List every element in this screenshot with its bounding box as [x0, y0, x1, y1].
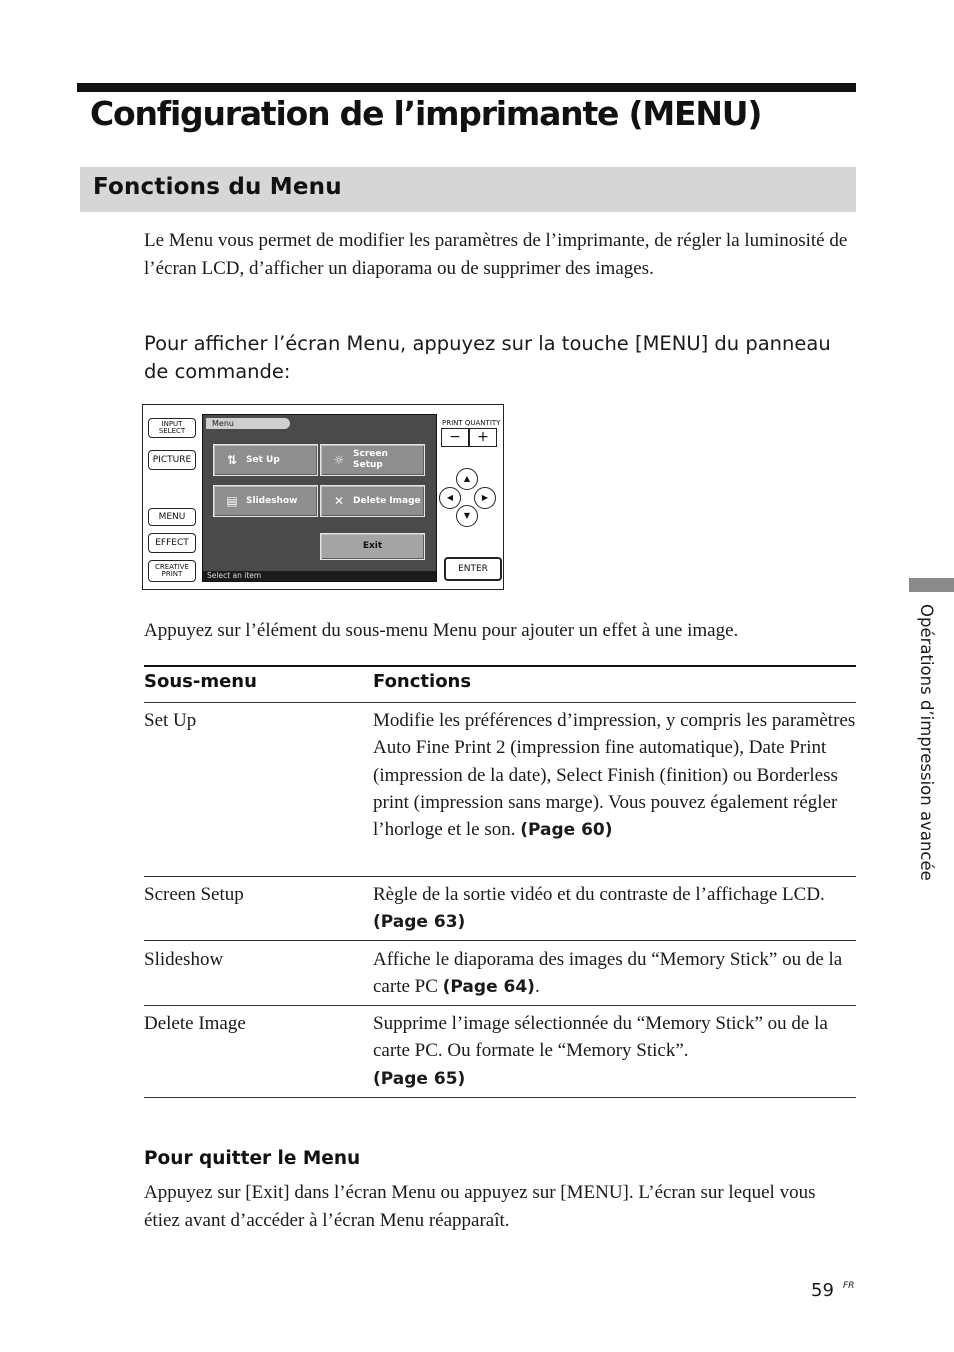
lcd-menu-tab: Menu [206, 418, 290, 429]
row-screen-setup-text: Règle de la sortie vidéo et du contraste de l’affichage LCD. [373, 884, 825, 905]
quit-menu-heading: Pour quitter le Menu [144, 1148, 361, 1169]
arrow-left-button[interactable]: ◀ [439, 487, 461, 509]
lcd-delete-image-label: Delete Image [353, 495, 421, 506]
arrow-right-button[interactable]: ▶ [474, 487, 496, 509]
lcd-slideshow-button[interactable] [213, 485, 318, 517]
delete-icon: ✕ [333, 493, 345, 508]
quantity-minus-button[interactable]: − [441, 428, 469, 447]
quantity-plus-button[interactable]: + [469, 428, 497, 447]
row-screen-setup-name: Screen Setup [144, 884, 244, 905]
caption-paragraph: Appuyez sur l’élément du sous-menu Menu pour ajouter un effet à une image. [144, 620, 739, 641]
lead-instruction: Pour afficher l’écran Menu, appuyez sur la touche [MENU] du panneau de commande: [144, 332, 831, 383]
table-top-rule [144, 665, 856, 667]
lcd-setup-label: Set Up [246, 454, 280, 465]
row-delete-image-desc [373, 1010, 856, 1093]
print-quantity-label: PRINT QUANTITY [442, 419, 501, 427]
side-section-label: Opérations d’impression avancée [917, 604, 936, 881]
row-setup-page-ref: (Page 60) [520, 820, 613, 841]
effect-button[interactable]: EFFECT [148, 533, 196, 553]
table-row-rule [144, 940, 856, 941]
table-header-submenu: Sous-menu [144, 671, 257, 692]
row-slideshow-period: . [534, 976, 540, 998]
side-tab-marker [909, 578, 954, 592]
enter-button[interactable]: ENTER [444, 557, 502, 581]
row-screen-setup-page-ref: (Page 63) [373, 912, 466, 933]
table-row-rule [144, 1005, 856, 1006]
slideshow-icon: ▤ [226, 493, 238, 508]
tools-icon: ⇅ [226, 452, 238, 467]
lcd-screen-setup-label: Screen Setup [353, 449, 388, 470]
row-delete-image-page-ref: (Page 65) [373, 1068, 466, 1089]
section-title: Fonctions du Menu [93, 174, 342, 200]
page-number: 59 [811, 1280, 834, 1301]
top-rule [77, 83, 856, 92]
table-header-rule [144, 702, 856, 703]
row-slideshow-desc [373, 946, 856, 1002]
page-language: FR [843, 1281, 855, 1291]
lcd-exit-button[interactable]: Exit [320, 533, 425, 560]
creative-print-button[interactable]: CREATIVE PRINT [148, 560, 196, 582]
row-slideshow-page-ref: (Page 64) [442, 977, 535, 998]
row-setup-text: Modifie les préférences d’impression, y compris les paramètres Auto Fine Print 2 (impression fine automatique), Date Print (impression de la date), Select Finish (finition) ou Borderless print (impression sans marge). Vous pouvez également régler l’horloge et le son. [373, 710, 856, 841]
row-slideshow-text: Affiche le diaporama des images du “Memory Stick” ou de la carte PC [373, 949, 843, 998]
quit-menu-paragraph: Appuyez sur [Exit] dans l’écran Menu ou appuyez sur [MENU]. L’écran sur lequel vous étiez avant d’accéder à l’écran Menu réapparaît. [144, 1182, 816, 1231]
table-row-rule [144, 876, 856, 877]
control-panel-illustration [142, 404, 504, 590]
row-delete-image-name: Delete Image [144, 1013, 246, 1034]
picture-button[interactable]: PICTURE [148, 450, 196, 470]
lcd-slideshow-label: Slideshow [246, 495, 298, 506]
menu-button[interactable]: MENU [148, 508, 196, 526]
intro-paragraph: Le Menu vous permet de modifier les paramètres de l’imprimante, de régler la luminosité de l’écran LCD, d’afficher un diaporama ou de supprimer des images. [144, 230, 848, 279]
table-header-functions: Fonctions [373, 671, 472, 692]
input-select-button[interactable]: INPUT SELECT [148, 418, 196, 438]
lcd-screen [202, 414, 437, 582]
lcd-setup-button[interactable] [213, 444, 318, 476]
arrow-up-button[interactable]: ▲ [456, 468, 478, 490]
row-delete-image-text: Supprime l’image sélectionnée du “Memory Stick” ou de la carte PC. Ou formate le “Memory Stick”. [373, 1013, 828, 1062]
row-screen-setup-desc [373, 881, 856, 937]
lcd-delete-image-button[interactable] [320, 485, 425, 517]
arrow-down-button[interactable]: ▼ [456, 505, 478, 527]
lcd-status-bar: Select an item [203, 571, 436, 581]
sun-icon: ☼ [333, 452, 345, 467]
table-bottom-rule [144, 1097, 856, 1098]
row-setup-name: Set Up [144, 710, 197, 731]
page-title: Configuration de l’imprimante (MENU) [90, 94, 762, 133]
row-slideshow-name: Slideshow [144, 949, 224, 970]
row-setup-desc [373, 707, 856, 844]
lcd-screen-setup-button[interactable] [320, 444, 425, 476]
